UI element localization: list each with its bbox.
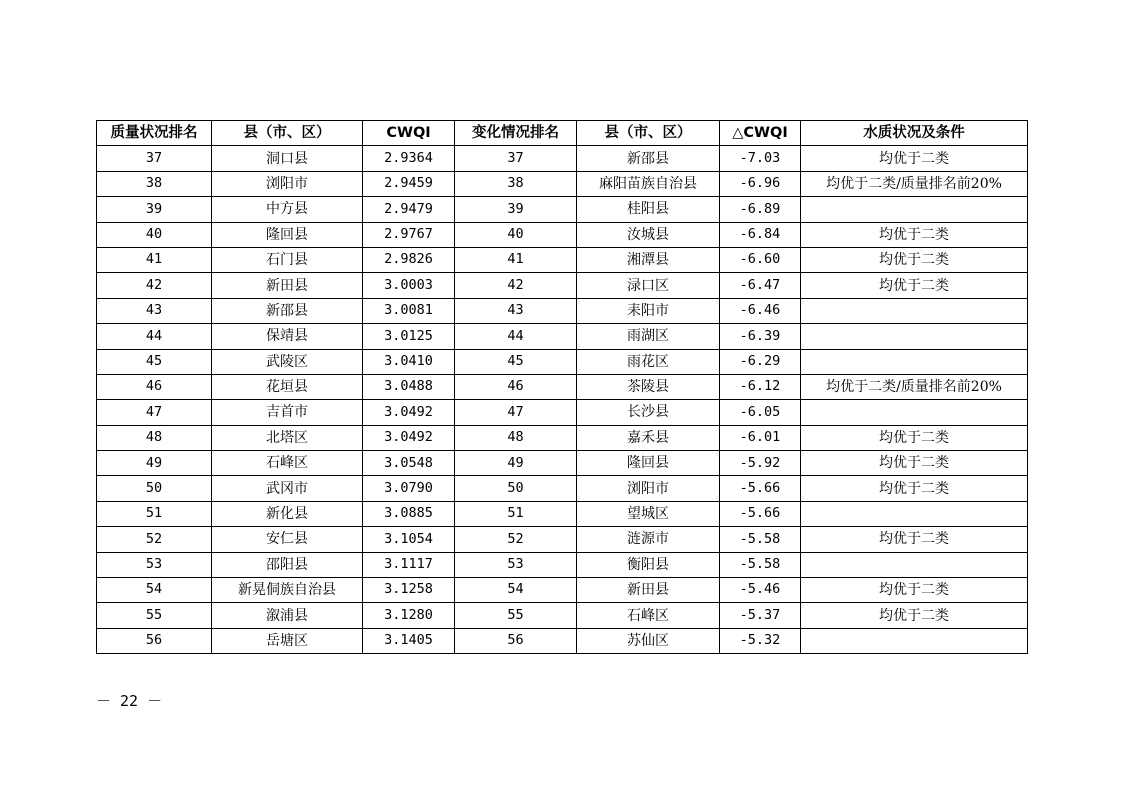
change-rank-cell: 50: [455, 476, 577, 501]
cwqi-cell: 2.9767: [363, 222, 455, 247]
delta-cwqi-cell: -5.46: [720, 578, 801, 603]
header-county-2: 县（市、区）: [577, 121, 720, 146]
delta-cwqi-cell: -6.47: [720, 273, 801, 298]
condition-cell: 均优于二类: [801, 425, 1028, 450]
condition-cell: 均优于二类: [801, 476, 1028, 501]
table-row: [97, 374, 1028, 399]
condition-cell: [801, 298, 1028, 323]
quality-rank-cell: 41: [97, 247, 212, 272]
county-cell-2: 望城区: [577, 501, 720, 526]
table-row: [97, 400, 1028, 425]
table-row: [97, 247, 1028, 272]
quality-rank-cell: 55: [97, 603, 212, 628]
quality-rank-cell: 47: [97, 400, 212, 425]
table-row: [97, 298, 1028, 323]
quality-rank-cell: 44: [97, 324, 212, 349]
county-cell-2: 衡阳县: [577, 552, 720, 577]
change-rank-cell: 46: [455, 374, 577, 399]
quality-rank-cell: 53: [97, 552, 212, 577]
table-row: [97, 425, 1028, 450]
county-cell: 北塔区: [212, 425, 363, 450]
table-row: [97, 451, 1028, 476]
county-cell: 新化县: [212, 501, 363, 526]
cwqi-cell: 3.0081: [363, 298, 455, 323]
county-cell: 武冈市: [212, 476, 363, 501]
change-rank-cell: 55: [455, 603, 577, 628]
cwqi-cell: 3.0488: [363, 374, 455, 399]
condition-cell: [801, 197, 1028, 222]
county-cell: 花垣县: [212, 374, 363, 399]
table-row: [97, 222, 1028, 247]
delta-cwqi-cell: -6.12: [720, 374, 801, 399]
quality-rank-cell: 52: [97, 527, 212, 552]
county-cell-2: 新田县: [577, 578, 720, 603]
cwqi-cell: 3.1280: [363, 603, 455, 628]
county-cell: 隆回县: [212, 222, 363, 247]
condition-cell: 均优于二类: [801, 578, 1028, 603]
table-row: [97, 273, 1028, 298]
table-row: [97, 628, 1028, 653]
delta-cwqi-cell: -6.89: [720, 197, 801, 222]
condition-cell: 均优于二类/质量排名前20%: [801, 171, 1028, 196]
delta-cwqi-cell: -5.66: [720, 501, 801, 526]
county-cell: 安仁县: [212, 527, 363, 552]
county-cell: 保靖县: [212, 324, 363, 349]
county-cell-2: 苏仙区: [577, 628, 720, 653]
cwqi-cell: 2.9826: [363, 247, 455, 272]
county-cell: 吉首市: [212, 400, 363, 425]
cwqi-cell: 3.0492: [363, 425, 455, 450]
header-delta-cwqi: △CWQI: [720, 121, 801, 146]
delta-cwqi-cell: -5.37: [720, 603, 801, 628]
delta-cwqi-cell: -6.46: [720, 298, 801, 323]
condition-cell: [801, 400, 1028, 425]
delta-cwqi-cell: -5.32: [720, 628, 801, 653]
delta-cwqi-cell: -6.60: [720, 247, 801, 272]
cwqi-cell: 3.0410: [363, 349, 455, 374]
quality-rank-cell: 39: [97, 197, 212, 222]
delta-cwqi-cell: -5.92: [720, 451, 801, 476]
ranking-table: [96, 120, 1028, 654]
county-cell: 溆浦县: [212, 603, 363, 628]
delta-cwqi-cell: -6.01: [720, 425, 801, 450]
condition-cell: 均优于二类: [801, 527, 1028, 552]
table-header-row: [97, 121, 1028, 146]
table-row: [97, 146, 1028, 171]
county-cell: 中方县: [212, 197, 363, 222]
county-cell-2: 桂阳县: [577, 197, 720, 222]
change-rank-cell: 48: [455, 425, 577, 450]
change-rank-cell: 54: [455, 578, 577, 603]
quality-rank-cell: 42: [97, 273, 212, 298]
change-rank-cell: 51: [455, 501, 577, 526]
delta-cwqi-cell: -6.96: [720, 171, 801, 196]
quality-rank-cell: 54: [97, 578, 212, 603]
change-rank-cell: 39: [455, 197, 577, 222]
county-cell-2: 雨花区: [577, 349, 720, 374]
change-rank-cell: 47: [455, 400, 577, 425]
change-rank-cell: 43: [455, 298, 577, 323]
condition-cell: [801, 349, 1028, 374]
table-row: [97, 349, 1028, 374]
cwqi-cell: 3.0003: [363, 273, 455, 298]
condition-cell: [801, 628, 1028, 653]
table-row: [97, 501, 1028, 526]
delta-cwqi-cell: -5.66: [720, 476, 801, 501]
change-rank-cell: 38: [455, 171, 577, 196]
change-rank-cell: 44: [455, 324, 577, 349]
change-rank-cell: 42: [455, 273, 577, 298]
condition-cell: 均优于二类: [801, 222, 1028, 247]
cwqi-cell: 3.0548: [363, 451, 455, 476]
header-county: 县（市、区）: [212, 121, 363, 146]
county-cell: 石门县: [212, 247, 363, 272]
county-cell: 邵阳县: [212, 552, 363, 577]
quality-rank-cell: 38: [97, 171, 212, 196]
table-row: [97, 476, 1028, 501]
table-row: [97, 527, 1028, 552]
cwqi-cell: 3.0125: [363, 324, 455, 349]
quality-rank-cell: 46: [97, 374, 212, 399]
change-rank-cell: 41: [455, 247, 577, 272]
change-rank-cell: 56: [455, 628, 577, 653]
change-rank-cell: 45: [455, 349, 577, 374]
condition-cell: 均优于二类: [801, 273, 1028, 298]
county-cell-2: 长沙县: [577, 400, 720, 425]
quality-rank-cell: 40: [97, 222, 212, 247]
change-rank-cell: 49: [455, 451, 577, 476]
condition-cell: 均优于二类: [801, 451, 1028, 476]
county-cell: 浏阳市: [212, 171, 363, 196]
header-cwqi: CWQI: [363, 121, 455, 146]
county-cell: 武陵区: [212, 349, 363, 374]
cwqi-cell: 3.0492: [363, 400, 455, 425]
delta-cwqi-cell: -6.05: [720, 400, 801, 425]
cwqi-cell: 3.1054: [363, 527, 455, 552]
quality-rank-cell: 56: [97, 628, 212, 653]
header-change-rank: 变化情况排名: [455, 121, 577, 146]
quality-rank-cell: 43: [97, 298, 212, 323]
header-water-quality-condition: 水质状况及条件: [801, 121, 1028, 146]
county-cell-2: 汝城县: [577, 222, 720, 247]
header-quality-rank: 质量状况排名: [97, 121, 212, 146]
county-cell-2: 雨湖区: [577, 324, 720, 349]
quality-rank-cell: 49: [97, 451, 212, 476]
county-cell: 新晃侗族自治县: [212, 578, 363, 603]
county-cell-2: 渌口区: [577, 273, 720, 298]
table-row: [97, 578, 1028, 603]
county-cell-2: 涟源市: [577, 527, 720, 552]
delta-cwqi-cell: -6.39: [720, 324, 801, 349]
table-body: [97, 146, 1028, 654]
county-cell-2: 麻阳苗族自治县: [577, 171, 720, 196]
county-cell: 新田县: [212, 273, 363, 298]
county-cell-2: 石峰区: [577, 603, 720, 628]
county-cell: 岳塘区: [212, 628, 363, 653]
county-cell: 新邵县: [212, 298, 363, 323]
condition-cell: [801, 501, 1028, 526]
quality-rank-cell: 45: [97, 349, 212, 374]
county-cell: 洞口县: [212, 146, 363, 171]
county-cell-2: 嘉禾县: [577, 425, 720, 450]
cwqi-cell: 3.1405: [363, 628, 455, 653]
county-cell-2: 湘潭县: [577, 247, 720, 272]
delta-cwqi-cell: -7.03: [720, 146, 801, 171]
table-row: [97, 197, 1028, 222]
quality-rank-cell: 50: [97, 476, 212, 501]
cwqi-cell: 3.0885: [363, 501, 455, 526]
condition-cell: 均优于二类: [801, 146, 1028, 171]
cwqi-cell: 2.9479: [363, 197, 455, 222]
change-rank-cell: 37: [455, 146, 577, 171]
quality-rank-cell: 51: [97, 501, 212, 526]
delta-cwqi-cell: -6.84: [720, 222, 801, 247]
cwqi-cell: 3.1117: [363, 552, 455, 577]
condition-cell: [801, 552, 1028, 577]
county-cell-2: 隆回县: [577, 451, 720, 476]
county-cell-2: 新邵县: [577, 146, 720, 171]
condition-cell: 均优于二类/质量排名前20%: [801, 374, 1028, 399]
change-rank-cell: 52: [455, 527, 577, 552]
condition-cell: 均优于二类: [801, 247, 1028, 272]
condition-cell: [801, 324, 1028, 349]
cwqi-cell: 2.9364: [363, 146, 455, 171]
delta-cwqi-cell: -5.58: [720, 552, 801, 577]
condition-cell: 均优于二类: [801, 603, 1028, 628]
table-row: [97, 324, 1028, 349]
cwqi-cell: 3.0790: [363, 476, 455, 501]
cwqi-cell: 3.1258: [363, 578, 455, 603]
change-rank-cell: 40: [455, 222, 577, 247]
table-row: [97, 171, 1028, 196]
county-cell-2: 浏阳市: [577, 476, 720, 501]
page-number: － 22 －: [96, 692, 163, 710]
table-row: [97, 603, 1028, 628]
table-row: [97, 552, 1028, 577]
delta-cwqi-cell: -5.58: [720, 527, 801, 552]
county-cell: 石峰区: [212, 451, 363, 476]
cwqi-cell: 2.9459: [363, 171, 455, 196]
change-rank-cell: 53: [455, 552, 577, 577]
quality-rank-cell: 37: [97, 146, 212, 171]
county-cell-2: 茶陵县: [577, 374, 720, 399]
quality-rank-cell: 48: [97, 425, 212, 450]
county-cell-2: 耒阳市: [577, 298, 720, 323]
delta-cwqi-cell: -6.29: [720, 349, 801, 374]
